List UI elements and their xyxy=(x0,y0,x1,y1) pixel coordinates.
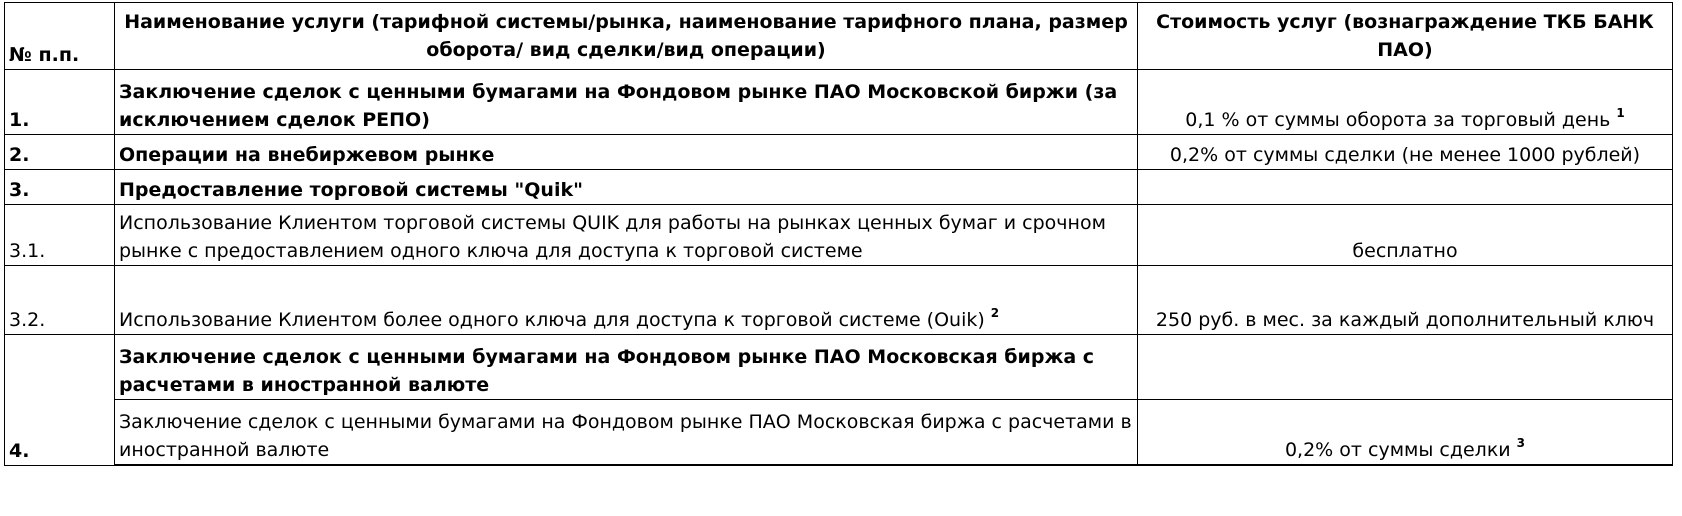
row-cost: бесплатно xyxy=(1138,205,1673,266)
table-row xyxy=(5,135,1673,170)
row-cost: 250 руб. в мес. за каждый дополнительный ключ xyxy=(1138,266,1673,335)
row-cost xyxy=(1138,170,1673,205)
table-row xyxy=(5,266,1673,335)
row-cost-text: 0,1 % от суммы оборота за торговый день xyxy=(1185,109,1611,131)
table-row xyxy=(5,170,1673,205)
row-num: 3.2. xyxy=(5,266,115,335)
row-service-name: Заключение сделок с ценными бумагами на Фондовом рынке ПАО Московской биржи (за исключением сделок РЕПО) xyxy=(115,70,1138,135)
table-row xyxy=(5,400,1673,466)
row-service-name: Предоставление торговой системы "Quik" xyxy=(115,170,1138,205)
row-service-name: Операции на внебиржевом рынке xyxy=(115,135,1138,170)
row-sub-service-name: Заключение сделок с ценными бумагами на Фондовом рынке ПАО Московская биржа с расчетами в иностранной валюте xyxy=(115,400,1138,466)
header-num: № п.п. xyxy=(5,3,115,70)
footnote-marker: 3 xyxy=(1516,435,1526,450)
row-service-name: Заключение сделок с ценными бумагами на Фондовом рынке ПАО Московская биржа с расчетами в иностранной валюте xyxy=(115,335,1138,400)
row-num: 4. xyxy=(5,335,115,466)
table-row xyxy=(5,335,1673,400)
table-row xyxy=(5,70,1673,135)
row-sub-cost xyxy=(1138,400,1673,466)
row-cost xyxy=(1138,335,1673,400)
row-num: 2. xyxy=(5,135,115,170)
header-service-name: Наименование услуги (тарифной системы/рынка, наименование тарифного плана, размер оборота/ вид сделки/вид операции) xyxy=(115,3,1138,70)
header-cost: Стоимость услуг (вознаграждение ТКБ БАНК ПАО) xyxy=(1138,3,1673,70)
tariff-table xyxy=(4,2,1673,466)
table-row xyxy=(5,205,1673,266)
row-cost xyxy=(1138,70,1673,135)
row-service-name: Использование Клиентом торговой системы QUIK для работы на рынках ценных бумаг и срочном рынке с предоставлением одного ключа для доступа к торговой системе xyxy=(115,205,1138,266)
row-cost: 0,2% от суммы сделки (не менее 1000 рублей) xyxy=(1138,135,1673,170)
row-num: 1. xyxy=(5,70,115,135)
footnote-marker: 1 xyxy=(1616,105,1625,120)
row-service-name-text: Использование Клиентом более одного ключа для доступа к торговой системе (Ouik) xyxy=(119,309,985,331)
footnote-marker: 2 xyxy=(990,305,1000,320)
table-header-row xyxy=(5,3,1673,70)
row-num: 3.1. xyxy=(5,205,115,266)
row-service-name xyxy=(115,266,1138,335)
row-sub-cost-text: 0,2% от суммы сделки xyxy=(1284,439,1511,461)
row-num: 3. xyxy=(5,170,115,205)
